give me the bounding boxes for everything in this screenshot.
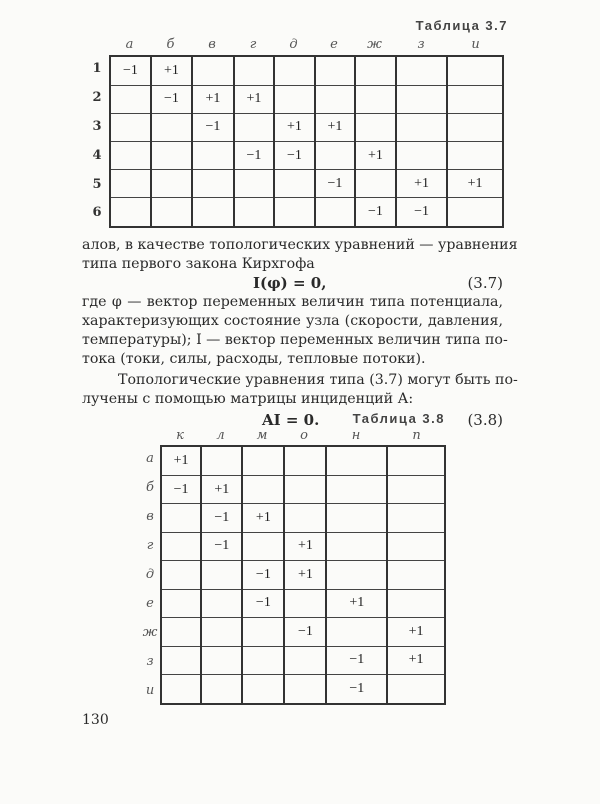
table-3-7-caption: Таблица 3.7 <box>415 18 508 33</box>
table-cell <box>387 504 445 532</box>
table-cell <box>326 446 387 475</box>
column-header: е <box>330 37 338 52</box>
table-cell <box>192 198 234 227</box>
table-cell <box>234 113 274 141</box>
table-cell: +1 <box>447 170 503 198</box>
row-header: 3 <box>92 119 102 134</box>
column-header: н <box>351 428 361 443</box>
table-cell <box>396 85 447 113</box>
table-cell <box>284 589 326 617</box>
column-header: ж <box>367 37 382 52</box>
table-cell <box>201 589 242 617</box>
table-cell <box>201 675 242 704</box>
table-cell: −1 <box>201 504 242 532</box>
column-header: л <box>216 428 225 443</box>
table-cell <box>447 113 503 141</box>
row-header: д <box>145 567 155 583</box>
row-header: 1 <box>92 61 102 77</box>
table-cell: +1 <box>234 85 274 113</box>
table-cell <box>326 475 387 503</box>
table-cell: −1 <box>274 141 315 169</box>
text-line: лучены с помощью матрицы инциденций А: <box>82 391 414 407</box>
table-row <box>110 56 503 85</box>
table-row <box>161 561 445 589</box>
row-header: е <box>146 595 154 611</box>
table-cell <box>161 618 201 646</box>
table-cell: −1 <box>234 141 274 169</box>
text-line: алов, в качестве топологических уравнений — уравнения <box>82 237 518 253</box>
table-cell <box>447 141 503 169</box>
text-line: Топологические уравнения типа (3.7) могут быть по- <box>118 372 518 388</box>
table-cell <box>242 532 284 560</box>
table-cell <box>274 85 315 113</box>
table-cell: +1 <box>151 56 192 85</box>
table-cell <box>242 446 284 475</box>
table-cell <box>110 170 151 198</box>
table-cell <box>284 504 326 532</box>
table-row <box>161 532 445 560</box>
row-header: а <box>146 451 154 467</box>
column-header: п <box>412 428 421 443</box>
row-header: г <box>146 538 154 554</box>
table-cell <box>387 532 445 560</box>
equation-3-7-number: (3.7) <box>467 274 503 292</box>
table-cell <box>151 170 192 198</box>
table-cell <box>355 170 396 198</box>
table-cell <box>151 141 192 169</box>
table-cell <box>447 85 503 113</box>
table-cell <box>110 141 151 169</box>
row-header: б <box>146 480 154 496</box>
table-cell <box>396 56 447 85</box>
table-cell <box>315 198 355 227</box>
table-row <box>110 113 503 141</box>
table-cell <box>326 504 387 532</box>
table-cell <box>110 85 151 113</box>
equation-3-7: I(φ) = 0, <box>253 274 327 292</box>
table-cell <box>192 56 234 85</box>
text-line: типа первого закона Кирхгофа <box>82 256 315 272</box>
table-cell <box>387 446 445 475</box>
table-cell: +1 <box>355 141 396 169</box>
row-header: 5 <box>92 176 102 192</box>
table-cell: +1 <box>396 170 447 198</box>
table-cell <box>396 113 447 141</box>
table-cell <box>151 198 192 227</box>
table-cell <box>110 198 151 227</box>
table-cell <box>234 198 274 227</box>
row-header: 2 <box>92 90 102 106</box>
table-cell <box>201 561 242 589</box>
table-cell <box>355 56 396 85</box>
table-row <box>161 589 445 617</box>
table-cell: −1 <box>326 675 387 704</box>
table-cell <box>161 646 201 674</box>
table-cell <box>161 589 201 617</box>
table-cell <box>201 446 242 475</box>
table-row <box>161 675 445 704</box>
column-header: и <box>471 37 480 52</box>
table-cell: +1 <box>274 113 315 141</box>
table-cell: +1 <box>284 561 326 589</box>
table-cell: −1 <box>284 618 326 646</box>
table-cell <box>110 113 151 141</box>
table-row <box>110 198 503 227</box>
table-cell: +1 <box>284 532 326 560</box>
table-cell <box>326 532 387 560</box>
table-cell <box>201 618 242 646</box>
table-cell: +1 <box>192 85 234 113</box>
equation-3-8-number: (3.8) <box>467 411 503 429</box>
text-line: характеризующих состояние узла (скорости, давления, <box>82 313 503 329</box>
table-3-8 <box>160 445 446 705</box>
table-row <box>110 85 503 113</box>
table-cell <box>284 446 326 475</box>
table-cell <box>274 198 315 227</box>
table-cell: −1 <box>151 85 192 113</box>
table-cell <box>355 113 396 141</box>
table-cell <box>242 675 284 704</box>
table-cell <box>201 646 242 674</box>
table-cell <box>234 170 274 198</box>
column-header: о <box>300 428 308 443</box>
table-cell: −1 <box>396 198 447 227</box>
table-cell: −1 <box>161 475 201 503</box>
table-cell: +1 <box>315 113 355 141</box>
table-cell <box>192 141 234 169</box>
column-header: к <box>176 428 184 443</box>
text-line: тока (токи, силы, расходы, тепловые потоки). <box>82 351 426 367</box>
table-cell <box>242 618 284 646</box>
table-cell <box>274 170 315 198</box>
table-cell <box>396 141 447 169</box>
column-header: д <box>289 37 298 52</box>
page-number: 130 <box>82 712 109 728</box>
column-header: а <box>125 37 134 52</box>
row-header: 6 <box>92 205 102 221</box>
table-cell <box>387 561 445 589</box>
table-cell: −1 <box>201 532 242 560</box>
row-header: 4 <box>92 147 102 163</box>
table-cell: −1 <box>192 113 234 141</box>
table-row <box>161 646 445 674</box>
table-row <box>161 475 445 503</box>
table-row <box>161 504 445 532</box>
table-cell: −1 <box>123 62 138 78</box>
table-cell <box>161 532 201 560</box>
table-cell <box>161 561 201 589</box>
text-line: температуры); I — вектор переменных величин типа по- <box>82 332 508 348</box>
table-cell <box>192 170 234 198</box>
table-cell: +1 <box>387 646 445 674</box>
table-3-7 <box>109 55 504 228</box>
row-header: з <box>146 653 154 669</box>
table-cell: +1 <box>173 452 189 468</box>
table-cell <box>387 589 445 617</box>
table-cell: −1 <box>242 561 284 589</box>
table-cell <box>242 646 284 674</box>
table-cell <box>315 85 355 113</box>
table-cell: −1 <box>326 646 387 674</box>
table-cell <box>447 56 503 85</box>
table-cell: −1 <box>315 170 355 198</box>
table-cell <box>161 675 201 704</box>
table-cell <box>274 56 315 85</box>
table-cell <box>284 475 326 503</box>
table-cell: +1 <box>242 504 284 532</box>
row-header: в <box>146 509 154 525</box>
table-cell <box>387 475 445 503</box>
table-cell <box>447 198 503 227</box>
text-line: где φ — вектор переменных величин типа потенциала, <box>82 294 503 310</box>
table-cell <box>284 675 326 704</box>
table-row <box>161 446 445 475</box>
column-header: з <box>417 37 425 52</box>
column-header: б <box>166 37 175 52</box>
row-header: ж <box>142 624 158 640</box>
table-cell <box>315 56 355 85</box>
table-row <box>110 141 503 169</box>
table-cell <box>326 618 387 646</box>
table-3-8-caption: Таблица 3.8 <box>352 411 445 426</box>
table-cell <box>161 504 201 532</box>
table-cell: +1 <box>201 475 242 503</box>
column-header: в <box>208 37 216 52</box>
table-cell <box>151 113 192 141</box>
table-cell <box>284 646 326 674</box>
equation-3-8: AI = 0. <box>262 411 320 429</box>
table-cell: +1 <box>387 618 445 646</box>
table-cell <box>326 561 387 589</box>
table-row <box>161 618 445 646</box>
column-header: м <box>256 428 268 443</box>
row-header: и <box>145 682 155 698</box>
table-row <box>110 170 503 198</box>
table-cell <box>315 141 355 169</box>
table-cell <box>242 475 284 503</box>
table-cell: +1 <box>326 589 387 617</box>
column-header: г <box>249 37 257 52</box>
table-cell <box>234 56 274 85</box>
table-cell <box>387 675 445 704</box>
table-cell: −1 <box>355 198 396 227</box>
table-cell <box>355 85 396 113</box>
table-cell: −1 <box>242 589 284 617</box>
